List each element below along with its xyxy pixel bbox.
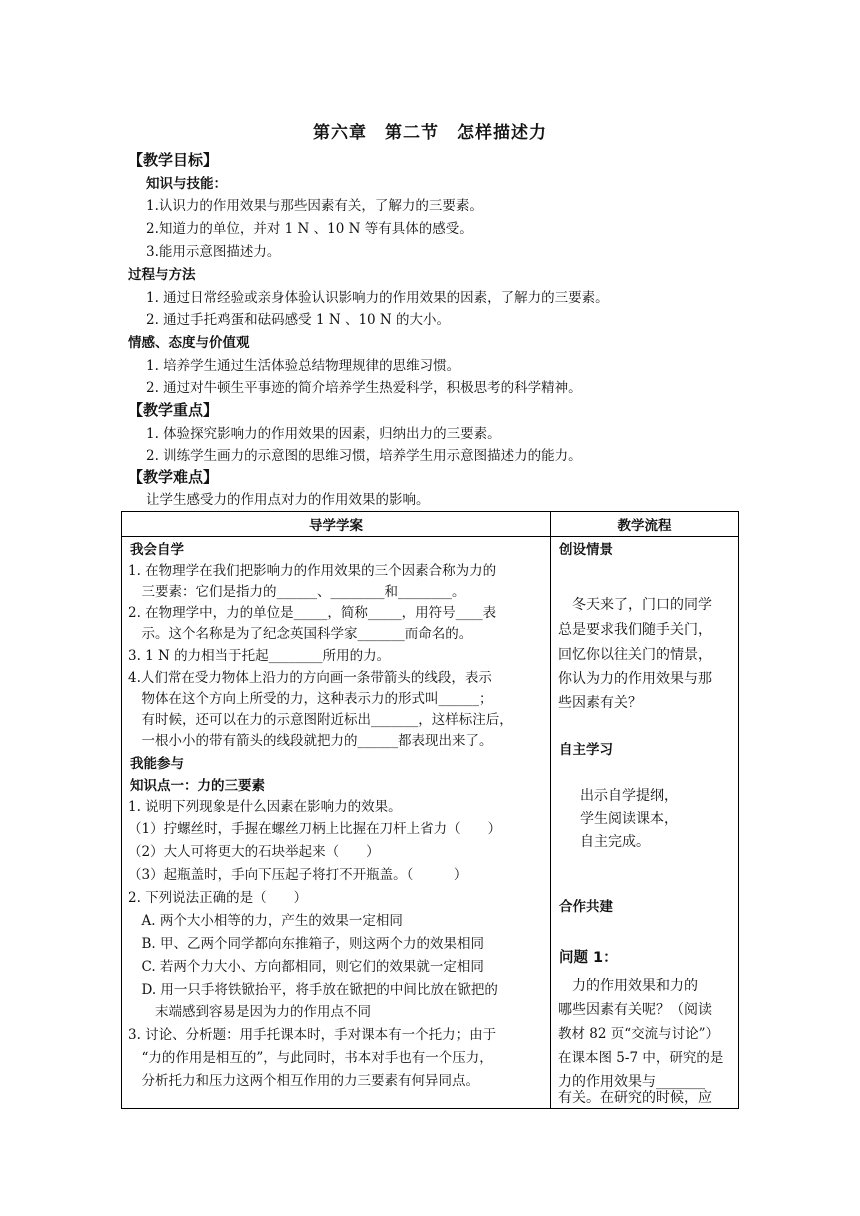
question1-line: 教材 82 页“交流与讨论”） [558,1026,720,1042]
self-study-line: 3. 1 N 的力相当于托起________所用的力。 [128,648,391,664]
self-study-line: 4.人们常在受力物体上沿力的方向画一条带箭头的线段，表示 [128,670,492,686]
participate-line: 分析托力和压力这两个相互作用的力三要素有何异同点。 [128,1073,479,1089]
self-learning-line: 出示自学提纲， [580,788,678,804]
emotion-item: 2. 通过对牛顿生平事迹的简介培养学生热爱科学，积极思考的科学精神。 [146,380,582,396]
participate-line: “力的作用是相互的”，与此同时，书本对手也有一个压力， [128,1050,493,1066]
participate-line: 2. 下列说法正确的是（ ） [128,890,308,906]
participate-line: 末端感到容易是因为力的作用点不同 [128,1004,371,1020]
difficulty-heading: 【教学难点】 [128,468,219,486]
question1-line: 力的作用效果和力的 [558,978,698,994]
self-learning-line: 学生阅读课本， [580,811,678,827]
lesson-table [121,511,739,1109]
participate-line: D. 用一只手将铁锨抬平，将手放在锨把的中间比放在锨把的 [128,982,498,998]
knowledge-item: 1.认识力的作用效果与那些因素有关，了解力的三要素。 [146,198,483,214]
scene-line: 回忆你以往关门的情景， [558,647,712,663]
point1-heading: 知识点一：力的三要素 [130,778,265,794]
question1-line: 在课本图 5-7 中，研究的是 [558,1050,724,1066]
header-divider [122,536,738,537]
knowledge-item: 3.能用示意图描述力。 [146,244,281,260]
right-column-header: 教学流程 [617,518,672,534]
participate-line: B. 甲、乙两个同学都向东推箱子，则这两个力的效果相同 [128,936,485,952]
keypoints-heading: 【教学重点】 [128,401,219,419]
self-study-line: 1. 在物理学在我们把影响力的作用效果的三个因素合称为力的 [128,563,497,579]
self-learning-heading: 自主学习 [559,742,613,758]
objectives-heading: 【教学目标】 [128,151,219,169]
column-divider [550,512,551,1108]
question1-heading: 问题 1： [559,950,618,966]
scene-line: 你认为力的作用效果与那 [558,671,712,687]
keypoint-item: 2. 训练学生画力的示意图的思维习惯，培养学生用示意图描述力的能力。 [146,448,582,464]
emotion-heading: 情感、态度与价值观 [128,335,250,351]
knowledge-heading: 知识与技能： [146,176,227,192]
participate-line: 3. 讨论、分析题：用手托课本时，手对课本有一个托力；由于 [128,1027,497,1043]
self-study-line: 有时候，还可以在力的示意图附近标出_______，这样标注后， [128,712,513,728]
keypoint-item: 1. 体验探究影响力的作用效果的因素，归纳出力的三要素。 [146,426,501,442]
knowledge-item: 2.知道力的单位，并对 1 N 、10 N 等有具体的感受。 [146,221,473,237]
participate-line: A. 两个大小相等的力，产生的效果一定相同 [128,913,403,929]
scene-line: 总是要求我们随手关门， [558,622,712,638]
question1-line: 有关。在研究的时候，应 [558,1090,712,1106]
self-study-line: 示。这个名称是为了纪念英国科学家_______而命名的。 [128,626,473,642]
process-item: 1. 通过日常经验或亲身体验认识影响力的作用效果的因素，了解力的三要素。 [146,290,609,306]
difficulty-text: 让学生感受力的作用点对力的作用效果的影响。 [146,492,430,508]
participate-line: C. 若两个力大小、方向都相同，则它们的效果就一定相同 [128,959,484,975]
participate-line: 1. 说明下列现象是什么因素在影响力的效果。 [128,799,402,815]
self-study-heading: 我会自学 [130,542,184,558]
self-learning-line: 自主完成。 [580,834,650,850]
cooperation-heading: 合作共建 [559,899,613,915]
emotion-item: 1. 培养学生通过生活体验总结物理规律的思维习惯。 [146,358,461,374]
scene-line: 冬天来了，门口的同学 [558,597,712,613]
page-title: 第六章 第二节 怎样描述力 [313,123,547,143]
process-heading: 过程与方法 [128,267,196,283]
participate-line: （1）拧螺丝时，手握在螺丝刀柄上比握在刀杆上省力（ ） [128,821,502,837]
scene-line: 些因素有关？ [558,695,642,711]
left-column-header: 导学学案 [309,518,363,534]
scene-heading: 创设情景 [559,542,613,558]
self-study-line: 一根小小的带有箭头的线段就把力的______都表现出来了。 [128,733,493,749]
self-study-line: 2. 在物理学中，力的单位是_____，简称_____，用符号____表 [128,605,497,621]
question1-line: 哪些因素有关呢？（阅读 [558,1002,712,1018]
question1-line: 力的作用效果与_______ [558,1074,705,1090]
self-study-line: 三要素：它们是指力的______、________和________。 [128,584,466,600]
self-study-line: 物体在这个方向上所受的力，这种表示力的形式叫______； [128,691,493,707]
participate-heading: 我能参与 [130,756,184,772]
process-item: 2. 通过手托鸡蛋和砝码感受 1 N 、10 N 的大小。 [146,312,451,328]
participate-line: （2）大人可将更大的石块举起来（ ） [128,844,380,860]
participate-line: （3）起瓶盖时，手向下压起子将打不开瓶盖。（ ） [128,867,468,883]
